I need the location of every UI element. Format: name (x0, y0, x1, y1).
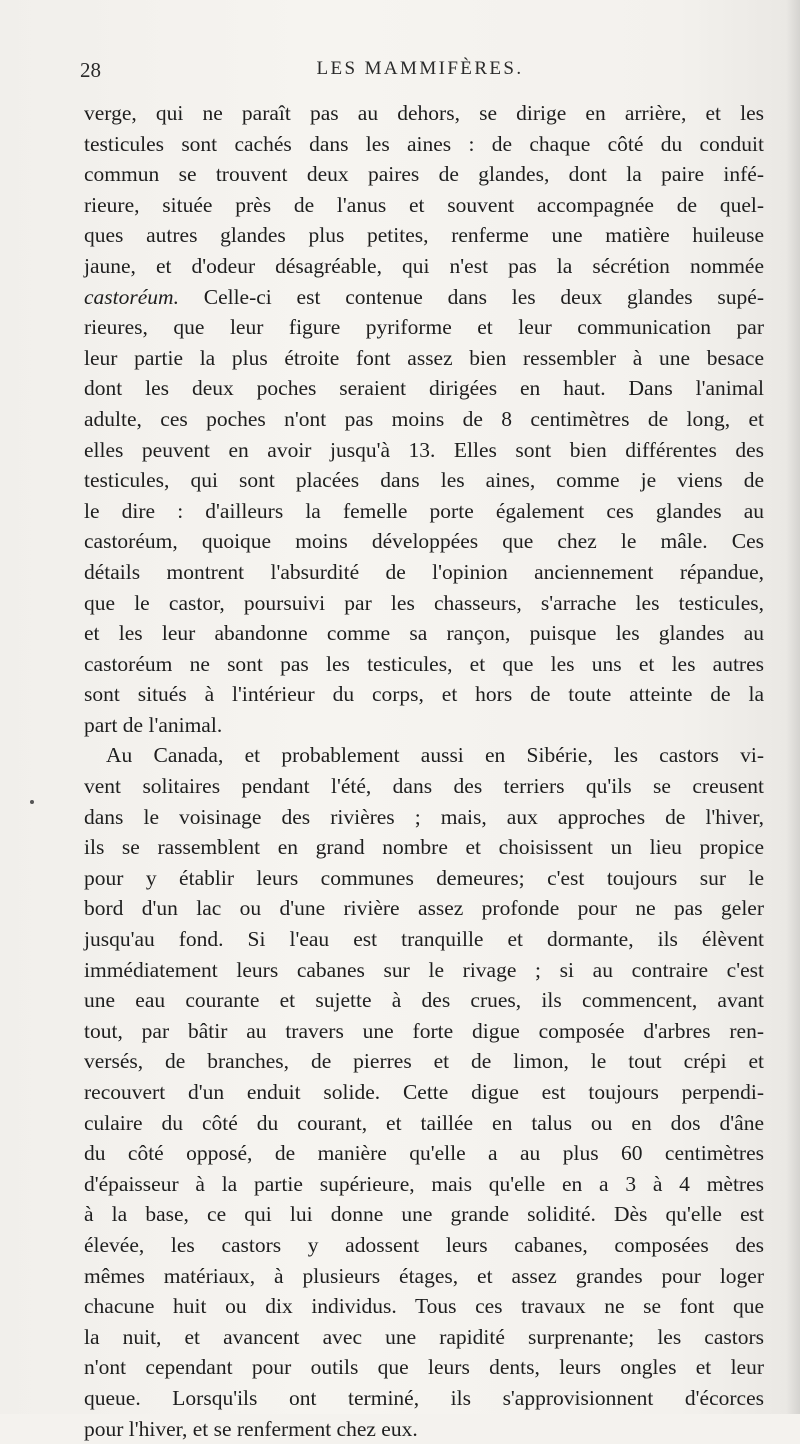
text-line: leur partie la plus étroite font assez bien ressembler à une besace (84, 345, 764, 370)
text-line: castoréum, quoique moins développées que chez le mâle. Ces (84, 529, 764, 554)
text-line: vent solitaires pendant l'été, dans des terriers qu'ils se creusent (84, 774, 764, 799)
text-line: une eau courante et sujette à des crues, ils commencent, avant (84, 988, 764, 1013)
text-line: rieure, située près de l'anus et souvent accompagnée de quel- (84, 192, 764, 217)
text-line: ques autres glandes plus petites, renferme une matière huileuse (84, 223, 764, 248)
text-line: jusqu'au fond. Si l'eau est tranquille et dormante, ils élèvent (84, 927, 764, 952)
text-line: la nuit, et avancent avec une rapidité surprenante; les castors (84, 1324, 764, 1349)
text-line: verge, qui ne paraît pas au dehors, se dirige en arrière, et les (84, 101, 764, 125)
text-line: élevée, les castors y adossent leurs cabanes, composées des (84, 1232, 764, 1257)
text-line: tout, par bâtir au travers une forte digue composée d'arbres ren- (84, 1018, 764, 1043)
text-line: le dire : d'ailleurs la femelle porte également ces glandes au (84, 498, 764, 523)
page-number: 28 (80, 58, 101, 82)
text-line: à la base, ce qui lui donne une grande solidité. Dès qu'elle est (84, 1202, 764, 1227)
text-line: elles peuvent en avoir jusqu'à 13. Elles sont bien différentes des (84, 437, 764, 462)
text-line: et les leur abandonne comme sa rançon, puisque les glandes au (84, 621, 764, 646)
text-line: commun se trouvent deux paires de glandes, dont la paire infé- (84, 162, 764, 187)
text-line: pour y établir leurs communes demeures; c'est toujours sur le (84, 865, 764, 890)
text-line: castoréum. Celle-ci est contenue dans les deux glandes supé- (84, 284, 764, 309)
text-line: chacune huit ou dix individus. Tous ces travaux ne se font que (84, 1294, 764, 1319)
text-line: queue. Lorsqu'ils ont terminé, ils s'approvisionnent d'écorces (84, 1385, 764, 1410)
italic-term: castoréum. (84, 284, 179, 309)
text-line: du côté opposé, de manière qu'elle a au plus 60 centimètres (84, 1141, 764, 1166)
text-line: testicules, qui sont placées dans les aines, comme je viens de (84, 468, 764, 493)
text-line: ils se rassemblent en grand nombre et choisissent un lieu propice (84, 835, 764, 860)
running-head: LES MAMMIFÈRES. (316, 58, 524, 79)
text-line: mêmes matériaux, à plusieurs étages, et assez grandes pour loger (84, 1263, 764, 1288)
text-line: versés, de branches, de pierres et de limon, le tout crépi et (84, 1049, 764, 1074)
text-line: d'épaisseur à la partie supérieure, mais qu'elle en a 3 à 4 mètres (84, 1171, 764, 1196)
text-line: culaire du côté du courant, et taillée en talus ou en dos d'âne (84, 1110, 764, 1135)
text-line: dont les deux poches seraient dirigées en haut. Dans l'animal (84, 376, 764, 401)
text-line: rieures, que leur figure pyriforme et leur communication par (84, 315, 764, 340)
paragraph-end-line: part de l'animal. (84, 712, 223, 737)
text-line: adulte, ces poches n'ont pas moins de 8 centimètres de long, et (84, 406, 764, 431)
text-line: que le castor, poursuivi par les chasseurs, s'arrache les testicules, (84, 590, 764, 615)
paragraph-start-line: Au Canada, et probablement aussi en Sibérie, les castors vi- (106, 743, 764, 768)
text-line: sont situés à l'intérieur du corps, et hors de toute atteinte de la (84, 682, 764, 707)
text-line: jaune, et d'odeur désagréable, qui n'est pas la sécrétion nommée (84, 253, 764, 278)
text-line: n'ont cependant pour outils que leurs dents, leurs ongles et leur (84, 1355, 764, 1380)
text-line: dans le voisinage des rivières ; mais, aux approches de l'hiver, (84, 804, 764, 829)
ink-speck (30, 800, 34, 804)
text-line: castoréum ne sont pas les testicules, et que les uns et les autres (84, 651, 764, 676)
page-header (80, 58, 760, 86)
text-line: testicules sont cachés dans les aines : de chaque côté du conduit (84, 131, 764, 156)
body-text (84, 98, 764, 1444)
text-line: immédiatement leurs cabanes sur le rivage ; si au contraire c'est (84, 957, 764, 982)
text-line: bord d'un lac ou d'une rivière assez profonde pour ne pas geler (84, 896, 764, 921)
text-line: recouvert d'un enduit solide. Cette digue est toujours perpendi- (84, 1080, 764, 1104)
page-edge-shadow (786, 0, 800, 1414)
paragraph-end-line: pour l'hiver, et se renferment chez eux. (84, 1416, 418, 1441)
text-line: détails montrent l'absurdité de l'opinion anciennement répandue, (84, 559, 764, 584)
